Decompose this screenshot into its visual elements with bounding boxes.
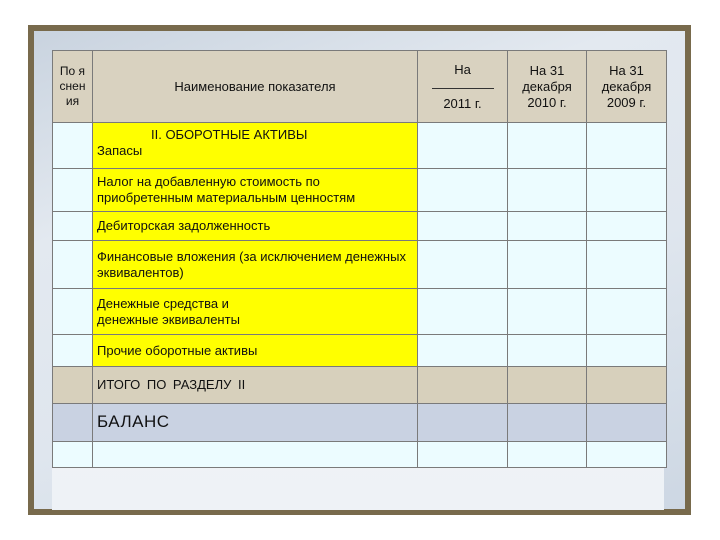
- row-explanation-cell: [53, 123, 93, 169]
- row-value-2011: [418, 367, 508, 404]
- balance-row: [53, 404, 667, 442]
- header-explanation-text: По яснения: [59, 64, 86, 108]
- table-row: [53, 335, 667, 367]
- row-value-2010: [508, 335, 587, 367]
- row-value-2010: [508, 212, 587, 241]
- row-explanation-cell: [53, 241, 93, 289]
- table-row: [53, 169, 667, 212]
- header-2011-cell: [418, 51, 508, 123]
- section-title: II. ОБОРОТНЫЕ АКТИВЫ: [151, 127, 308, 142]
- table-row: [53, 241, 667, 289]
- row-value-2011: [418, 335, 508, 367]
- table-row: [53, 123, 667, 169]
- row-label-cell: [93, 289, 418, 335]
- row-value-2010: [508, 123, 587, 169]
- row-label-cell: [93, 335, 418, 367]
- row-label: ИТОГО ПО РАЗДЕЛУ II: [97, 377, 246, 392]
- row-value-2009: [587, 404, 667, 442]
- row-value-2010: [508, 169, 587, 212]
- row-label: Прочие оборотные активы: [97, 342, 258, 358]
- table-row: [53, 289, 667, 335]
- row-value-2009: [587, 212, 667, 241]
- row-value-2009: [587, 169, 667, 212]
- row-value-2011: [418, 289, 508, 335]
- row-label: БАЛАНС: [97, 412, 170, 431]
- header-2009-text: На 31 декабря 2009 г.: [601, 62, 652, 110]
- row-value-2009: [587, 367, 667, 404]
- balance-sheet-table: [52, 50, 667, 468]
- row-explanation-cell: [53, 404, 93, 442]
- header-indicator-cell: [93, 51, 418, 123]
- row-value-2010: [508, 404, 587, 442]
- header-indicator-text: Наименование показателя: [174, 78, 336, 94]
- row-explanation-cell: [53, 335, 93, 367]
- row-label-cell: [93, 442, 418, 468]
- row-value-2009: [587, 123, 667, 169]
- row-label: Дебиторская задолженность: [97, 218, 271, 233]
- table-row: [53, 212, 667, 241]
- row-label: Денежные средства и денежные эквиваленты: [97, 295, 240, 327]
- row-label: Финансовые вложения (за исключением денежных эквивалентов): [97, 248, 406, 280]
- row-label-cell: [93, 169, 418, 212]
- row-label-cell: [93, 123, 418, 169]
- row-label-cell: [93, 367, 418, 404]
- row-value-2009: [587, 289, 667, 335]
- header-2011-prefix: На: [454, 62, 471, 77]
- row-value-2010: [508, 367, 587, 404]
- row-value-2010: [508, 289, 587, 335]
- row-value-2011: [418, 123, 508, 169]
- row-label: Запасы: [97, 143, 143, 158]
- row-label: Налог на добавленную стоимость по приобретенным материальным ценностям: [97, 174, 356, 205]
- table-row: [53, 442, 667, 468]
- header-2009-cell: [587, 51, 667, 123]
- row-value-2011: [418, 169, 508, 212]
- row-label-cell: [93, 212, 418, 241]
- row-value-2011: [418, 404, 508, 442]
- row-value-2011: [418, 241, 508, 289]
- row-explanation-cell: [53, 442, 93, 468]
- table-header-row: [53, 51, 667, 123]
- row-value-2009: [587, 241, 667, 289]
- row-value-2010: [508, 442, 587, 468]
- row-explanation-cell: [53, 289, 93, 335]
- row-label-cell: [93, 404, 418, 442]
- row-explanation-cell: [53, 169, 93, 212]
- header-explanation-cell: [53, 51, 93, 123]
- header-2010-cell: [508, 51, 587, 123]
- row-value-2009: [587, 442, 667, 468]
- row-label-cell: [93, 241, 418, 289]
- row-explanation-cell: [53, 367, 93, 404]
- row-value-2010: [508, 241, 587, 289]
- row-value-2009: [587, 335, 667, 367]
- row-explanation-cell: [53, 212, 93, 241]
- total-row: [53, 367, 667, 404]
- row-value-2011: [418, 212, 508, 241]
- header-2010-text: На 31 декабря 2010 г.: [522, 62, 572, 110]
- header-2011-suffix: 2011 г.: [443, 96, 482, 111]
- header-2011-blank-line: [432, 88, 494, 89]
- row-value-2011: [418, 442, 508, 468]
